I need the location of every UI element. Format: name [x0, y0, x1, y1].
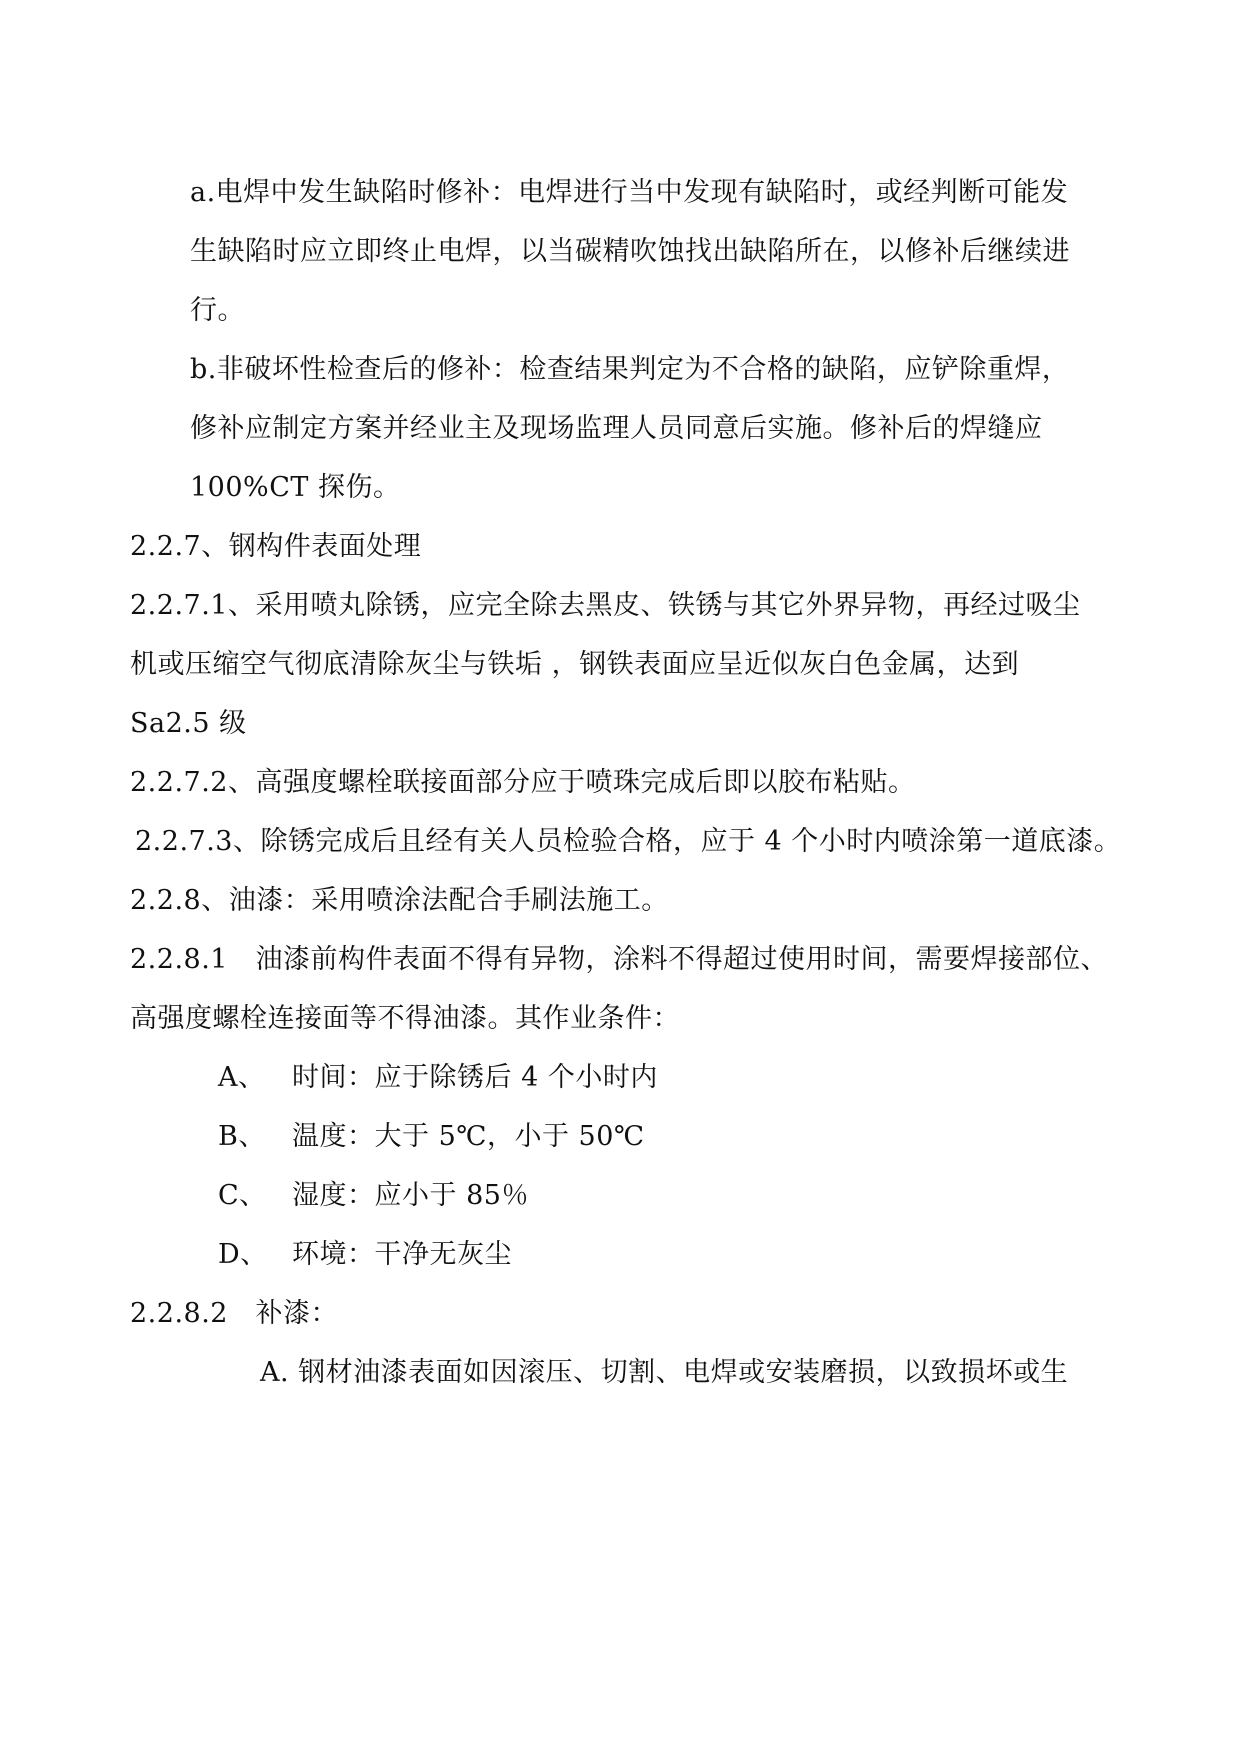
condition-d-value: 环境：干净无灰尘 — [292, 1239, 512, 1270]
condition-a-key: A、 — [218, 1062, 266, 1093]
section-2-2-8-1-line-1: 2.2.8.1 油漆前构件表面不得有异物，涂料不得超过使用时间，需要焊接部位、 — [130, 944, 1108, 975]
section-heading-2-2-8: 2.2.8、油漆：采用喷涂法配合手刷法施工。 — [130, 885, 669, 916]
condition-a-value: 时间：应于除锈后 4 个小时内 — [292, 1062, 658, 1093]
condition-item-a — [218, 1061, 658, 1095]
section-2-2-7-1-line-3: Sa2.5 级 — [130, 708, 247, 739]
condition-item-d — [218, 1238, 512, 1272]
paragraph-a-line-1: a.电焊中发生缺陷时修补：电焊进行当中发现有缺陷时，或经判断可能发 — [190, 177, 1069, 208]
condition-b-key: B、 — [218, 1121, 266, 1152]
section-2-2-7-1-line-1: 2.2.7.1、采用喷丸除锈，应完全除去黑皮、铁锈与其它外界异物，再经过吸尘 — [130, 590, 1081, 621]
condition-item-c — [218, 1179, 529, 1213]
paragraph-b-line-1: b.非破坏性检查后的修补：检查结果判定为不合格的缺陷，应铲除重焊， — [190, 354, 1070, 385]
section-2-2-8-2: 2.2.8.2 补漆： — [130, 1298, 338, 1329]
section-heading-2-2-7: 2.2.7、钢构件表面处理 — [130, 531, 422, 562]
section-2-2-7-2: 2.2.7.2、高强度螺栓联接面部分应于喷珠完成后即以胶布粘贴。 — [130, 767, 916, 798]
paragraph-b-line-3: 100%CT 探伤。 — [190, 472, 401, 503]
condition-c-key: C、 — [218, 1180, 267, 1211]
section-2-2-7-3: 2.2.7.3、除锈完成后且经有关人员检验合格，应于 4 个小时内喷涂第一道底漆。 — [135, 826, 1122, 857]
section-2-2-8-1-line-2: 高强度螺栓连接面等不得油漆。其作业条件： — [130, 1003, 680, 1034]
condition-item-b — [218, 1120, 645, 1154]
section-2-2-7-1-line-2: 机或压缩空气彻底清除灰尘与铁垢 ，钢铁表面应呈近似灰白色金属，达到 — [130, 649, 1020, 680]
paragraph-a-line-2: 生缺陷时应立即终止电焊，以当碳精吹蚀找出缺陷所在，以修补后继续进 — [190, 236, 1070, 267]
section-2-2-8-2-item-a: A. 钢材油漆表面如因滚压、切割、电焊或安装磨损，以致损坏或生 — [260, 1357, 1069, 1388]
paragraph-a-line-3: 行。 — [190, 295, 245, 326]
condition-d-key: D、 — [218, 1239, 268, 1270]
paragraph-b-line-2: 修补应制定方案并经业主及现场监理人员同意后实施。修补后的焊缝应 — [190, 413, 1043, 444]
condition-b-value: 温度：大于 5℃，小于 50℃ — [292, 1121, 645, 1152]
condition-c-value: 湿度：应小于 85％ — [292, 1180, 529, 1211]
